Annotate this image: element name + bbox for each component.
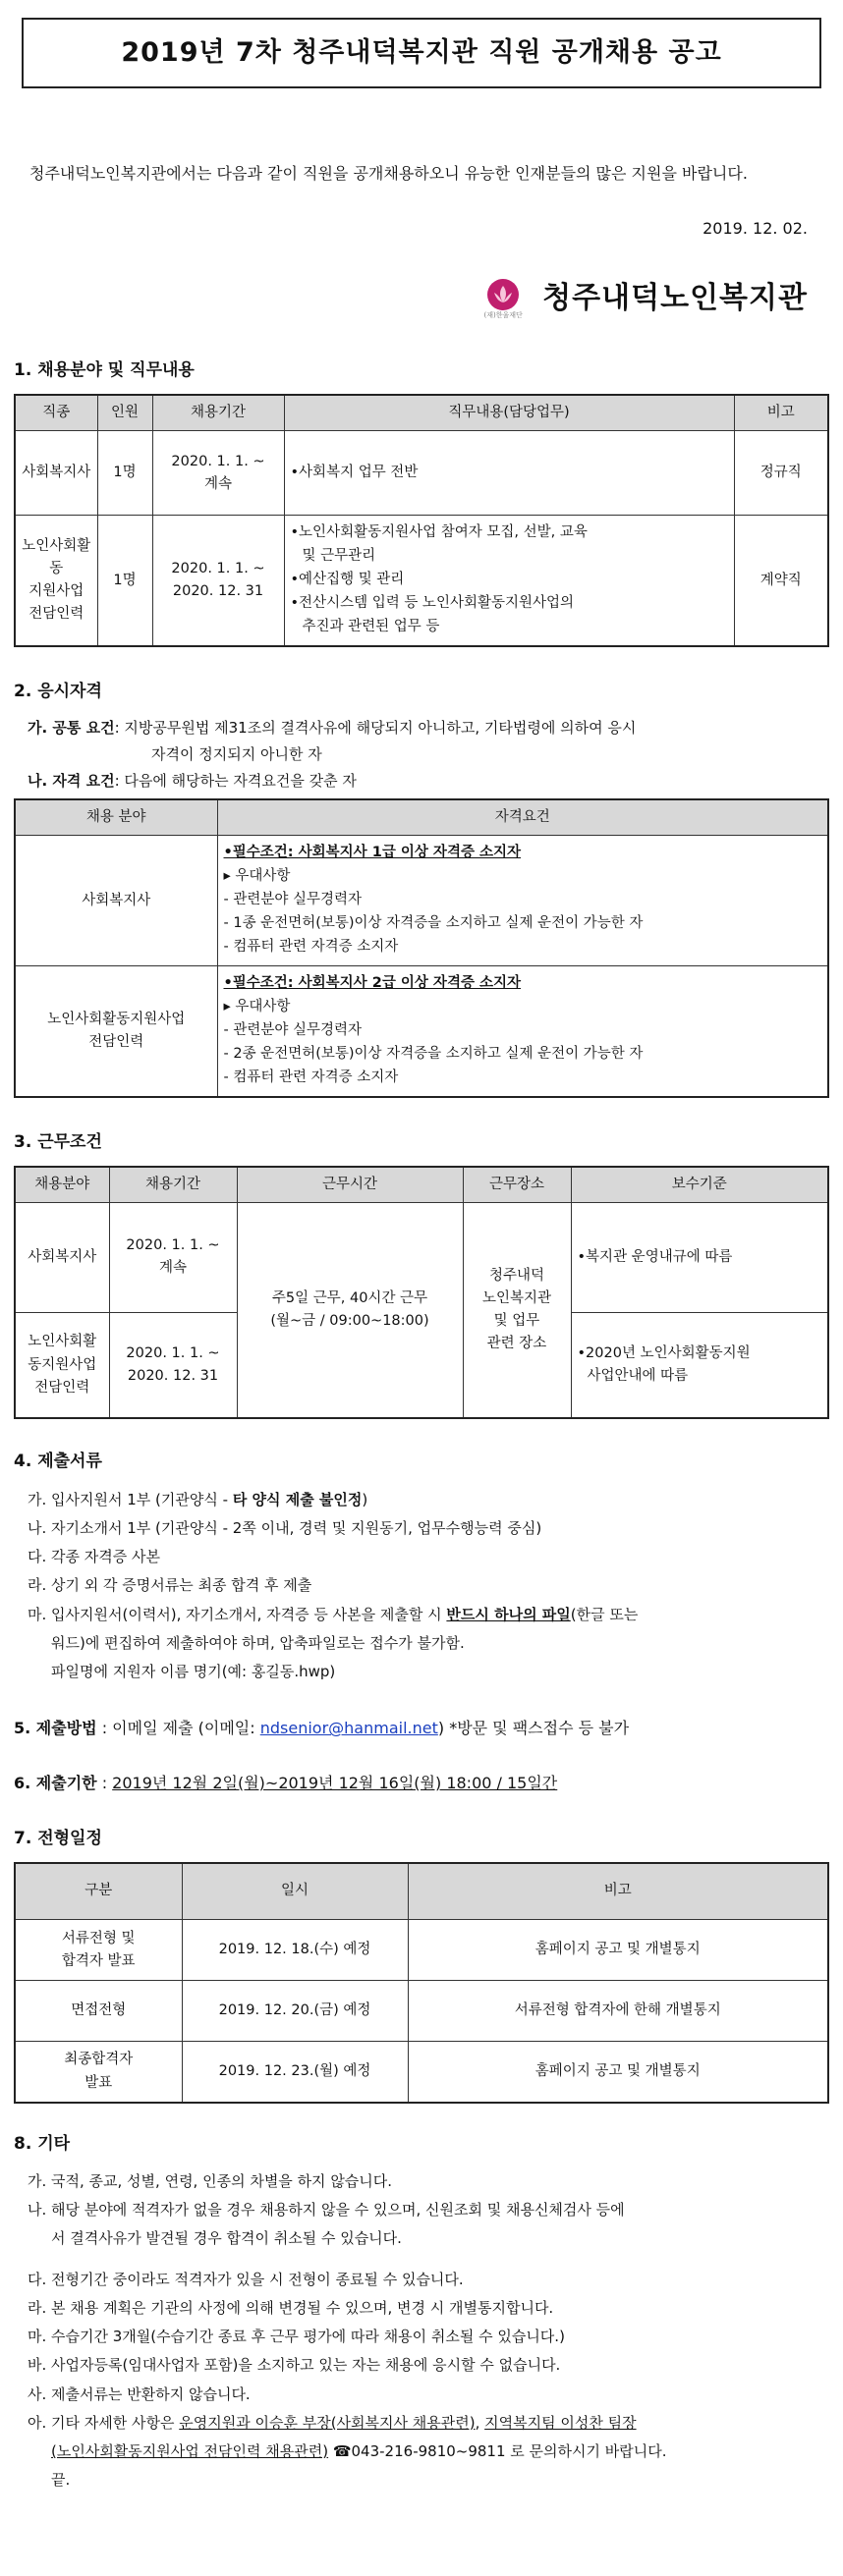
work-conditions-table <box>14 1166 829 1420</box>
place-cell: 청주내덕 노인복지관 및 업무 관련 장소 <box>463 1202 571 1418</box>
header-cell: 채용 분야 <box>15 799 217 836</box>
field-cell: 노인사회활 동지원사업 전담인력 <box>15 1312 109 1418</box>
pay-cell: •2020년 노인사회활동지원 사업안내에 따름 <box>571 1312 828 1418</box>
list-item: 나. 자기소개서 1부 (기관양식 - 2쪽 이내, 경력 및 지원동기, 업무수행능력 중심) <box>28 1518 542 1537</box>
intro-text: 청주내덕노인복지관에서는 다음과 같이 직원을 공개채용하오니 유능한 인재분들의 많은 지원을 바랍니다. <box>29 164 748 183</box>
section-4-title: 4. 제출서류 <box>14 1452 102 1472</box>
period-cell: 2020. 1. 1. ~ 계속 <box>152 431 284 516</box>
section-7-title: 7. 전형일정 <box>14 1828 102 1848</box>
documents-list: 가. 입사지원서 1부 (기관양식 - 타 양식 제출 불인정) 나. 자기소개서 1부 (기관양식 - 2쪽 이내, 경력 및 지원동기, 업무수행능력 중심) 다. 각종 자격증 사본 라. 상기 외 각 증명서류는 최종 합격 후 제출 마. 입사지원서(이력서), 자기소개서, 자격증 등 사본을 제출할 시 반드시 하나의 파일(한글 또는 워드)에 편집하여 제출하여야 하며, 압축파일로는 접수가 불가함. 파일명에 지원자 이름 명기(예: 홍길동.hwp) <box>14 1486 829 1687</box>
section-8-title: 8. 기타 <box>14 2133 71 2154</box>
list-item: 나. 해당 분야에 적격자가 없을 경우 채용하지 않을 수 있으며, 신원조회 및 채용신체검사 등에 <box>28 2201 625 2220</box>
header-cell: 비고 <box>734 395 828 431</box>
qualification-text: 가. 공통 요건: 지방공무원법 제31조의 결격사유에 해당되지 아니하고, 기타법령에 의하여 응시 자격이 정지되지 아니한 자 나. 자격 요건: 다음에 해당하는 자격요건을 갖춘 자 <box>28 719 637 791</box>
hours-cell: 주5일 근무, 40시간 근무 (월~금 / 09:00~18:00) <box>237 1202 463 1418</box>
list-item: 마. 입사지원서(이력서), 자기소개서, 자격증 등 사본을 제출할 시 반드시 하나의 파일(한글 또는 <box>28 1605 639 1623</box>
list-item: 마. 수습기간 3개월(수습기간 종료 후 근무 평가에 따라 채용이 취소될 수 있습니다.) <box>28 2328 565 2346</box>
pay-cell: •복지관 운영내규에 따름 <box>571 1202 828 1312</box>
list-item: 사. 제출서류는 반환하지 않습니다. <box>28 2384 251 2403</box>
duty-cell: •노인사회활동지원사업 참여자 모집, 선발, 교육 및 근무관리 •예산집행 및 관리 •전산시스템 입력 등 노인사회활동지원사업의 추진과 관련된 업무 등 <box>284 516 734 646</box>
table-header-row <box>15 1863 828 1920</box>
job-cell: 노인사회활동 지원사업 전담인력 <box>15 516 97 646</box>
header-cell: 인원 <box>97 395 152 431</box>
table-row <box>15 431 828 516</box>
announcement-date: 2019. 12. 02. <box>702 219 808 239</box>
header-cell: 채용기간 <box>109 1167 237 1203</box>
period-cell: 2020. 1. 1. ~ 2020. 12. 31 <box>152 516 284 646</box>
header-cell: 비고 <box>408 1863 828 1920</box>
table-row: 최종합격자 발표 2019. 12. 23.(월) 예정 홈페이지 공고 및 개별통지 <box>15 2042 828 2103</box>
header-cell: 보수기준 <box>571 1167 828 1203</box>
header-cell: 채용기간 <box>152 395 284 431</box>
logo-icon <box>479 276 527 321</box>
duty-cell: •사회복지 업무 전반 <box>284 431 734 516</box>
job-table <box>14 394 829 647</box>
field-cell: 사회복지사 <box>15 1202 109 1312</box>
section-3-title: 3. 근무조건 <box>14 1131 102 1152</box>
table-row: 면접전형 2019. 12. 20.(금) 예정 서류전형 합격자에 한해 개별통지 <box>15 1981 828 2042</box>
count-cell: 1명 <box>97 516 152 646</box>
table-row <box>15 965 828 1096</box>
misc-list: 가. 국적, 종교, 성별, 연령, 인종의 차별을 하지 않습니다. 나. 해당 분야에 적격자가 없을 경우 채용하지 않을 수 있으며, 신원조회 및 채용신체검사 등에 서 결격사유가 발견될 경우 합격이 취소될 수 있습니다. 다. 전형기간 중이라도 적격자가 있을 시 전형이 종료될 수 있습니다. 라. 본 채용 계획은 기관의 사정에 의해 변경될 수 있으며, 변경 시 개별통지합니다. 마. 수습기간 3개월(수습기간 종료 후 근무 평가에 따라 채용이 취소될 수 있습니다.) 바. 사업자등록(임대사업자 포함)을 소지하고 있는 자는 채용에 응시할 수 없습니다. 사. 제출서류는 반환하지 않습니다. 아. 기타 자세한 사항은 운영지원과 이승훈 부장(사회복지사 채용관련), 지역복지팀 이성찬 팀장 (노인사회활동지원사업 전담인력 채용관련) ☎043-216-9810~9811 로 문의하시기 바랍니다. 끝. <box>14 2167 829 2495</box>
requirement-cell: •필수조건: 사회복지사 1급 이상 자격증 소지자 ▸ 우대사항 - 관련분야 실무경력자 - 1종 운전면허(보통)이상 자격증을 소지하고 실제 운전이 가능한 자 - 컴퓨터 관련 자격증 소지자 <box>217 836 828 966</box>
list-item: 아. 기타 자세한 사항은 운영지원과 이승훈 부장(사회복지사 채용관련), 지역복지팀 이성찬 팀장 <box>28 2413 637 2432</box>
schedule-table <box>14 1862 829 2104</box>
note-cell: 계약직 <box>734 516 828 646</box>
table-header-row <box>15 1167 828 1203</box>
job-cell: 사회복지사 <box>15 431 97 516</box>
list-item: 다. 전형기간 중이라도 적격자가 있을 시 전형이 종료될 수 있습니다. <box>28 2270 464 2288</box>
header-cell: 채용분야 <box>15 1167 109 1203</box>
table-row <box>15 1202 828 1312</box>
qualification-table <box>14 798 829 1097</box>
logo-caption: (재)한울재단 <box>483 310 523 319</box>
note-cell: 정규직 <box>734 431 828 516</box>
list-item: 가. 입사지원서 1부 (기관양식 - 타 양식 제출 불인정) <box>28 1490 368 1508</box>
header-cell: 일시 <box>182 1863 408 1920</box>
email-link[interactable]: ndsenior@hanmail.net <box>259 1719 438 1738</box>
section-5: 5. 제출방법 : 이메일 제출 (이메일: ndsenior@hanmail.net) *방문 및 팩스접수 등 불가 <box>14 1719 630 1738</box>
table-row: 서류전형 및 합격자 발표 2019. 12. 18.(수) 예정 홈페이지 공고 및 개별통지 <box>15 1920 828 1981</box>
period-cell: 2020. 1. 1. ~ 2020. 12. 31 <box>109 1312 237 1418</box>
list-item: 라. 상기 외 각 증명서류는 최종 합격 후 제출 <box>28 1576 312 1595</box>
table-row <box>15 836 828 966</box>
header-cell: 근무장소 <box>463 1167 571 1203</box>
header-cell: 구분 <box>15 1863 182 1920</box>
header-cell: 근무시간 <box>237 1167 463 1203</box>
field-cell: 노인사회활동지원사업 전담인력 <box>15 965 217 1096</box>
section-6: 6. 제출기한 : 2019년 12월 2일(월)~2019년 12월 16일(월) 18:00 / 15일간 <box>14 1773 558 1792</box>
period-cell: 2020. 1. 1. ~ 계속 <box>109 1202 237 1312</box>
list-item: 가. 국적, 종교, 성별, 연령, 인종의 차별을 하지 않습니다. <box>28 2171 393 2190</box>
table-row <box>15 516 828 646</box>
brand <box>14 275 829 322</box>
list-item: 다. 각종 자격증 사본 <box>28 1548 160 1566</box>
header-cell: 자격요건 <box>217 799 828 836</box>
section-2-title: 2. 응시자격 <box>14 681 102 701</box>
count-cell: 1명 <box>97 431 152 516</box>
page-title: 2019년 7차 청주내덕복지관 직원 공개채용 공고 <box>22 18 821 88</box>
field-cell: 사회복지사 <box>15 836 217 966</box>
list-item: 라. 본 채용 계획은 기관의 사정에 의해 변경될 수 있으며, 변경 시 개별통지합니다. <box>28 2298 554 2317</box>
header-cell: 직무내용(담당업무) <box>284 395 734 431</box>
requirement-cell: •필수조건: 사회복지사 2급 이상 자격증 소지자 ▸ 우대사항 - 관련분야 실무경력자 - 2종 운전면허(보통)이상 자격증을 소지하고 실제 운전이 가능한 자 - 컴퓨터 관련 자격증 소지자 <box>217 965 828 1096</box>
list-item: 바. 사업자등록(임대사업자 포함)을 소지하고 있는 자는 채용에 응시할 수 없습니다. <box>28 2356 561 2375</box>
brand-name: 청주내덕노인복지관 <box>542 280 808 315</box>
section-1-title: 1. 채용분야 및 직무내용 <box>14 359 195 380</box>
lotus-icon <box>486 278 520 311</box>
table-header-row <box>15 799 828 836</box>
table-header-row <box>15 395 828 431</box>
header-cell: 직종 <box>15 395 97 431</box>
